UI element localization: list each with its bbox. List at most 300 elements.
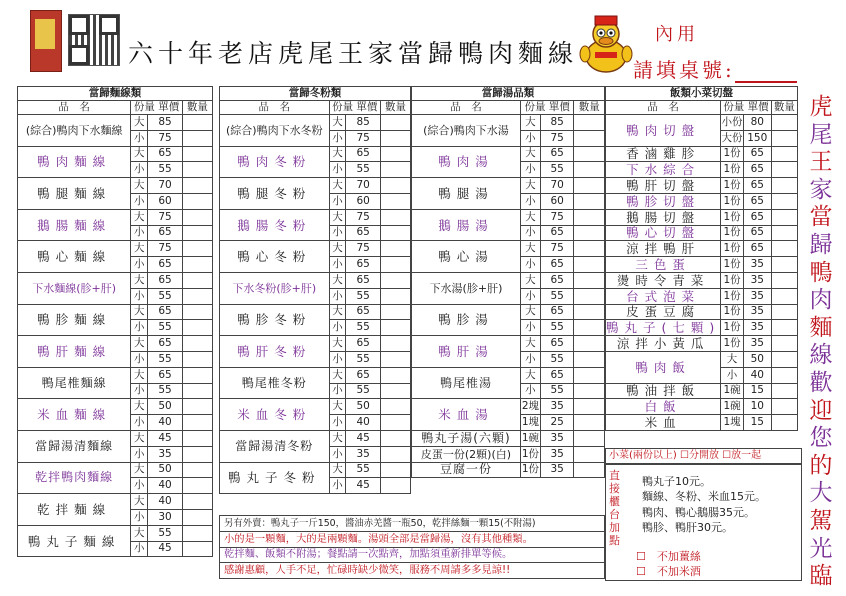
quantity-cell[interactable] (771, 225, 797, 241)
item-price: 40 (148, 415, 183, 431)
quantity-cell[interactable] (182, 304, 212, 320)
table-row (220, 272, 411, 288)
quantity-cell[interactable] (380, 399, 410, 415)
item-size: 大 (329, 399, 346, 415)
item-size: 小 (131, 415, 148, 431)
item-price: 85 (346, 115, 381, 131)
item-size: 大 (329, 146, 346, 162)
quantity-cell[interactable] (574, 462, 605, 478)
quantity-cell[interactable] (380, 320, 410, 336)
quantity-cell[interactable] (182, 257, 212, 273)
item-name: 鵝腸麵線 (18, 209, 131, 241)
item-size: 小 (520, 130, 540, 146)
item-price: 45 (346, 430, 381, 446)
item-size: 大 (520, 272, 540, 288)
item-size: 大 (721, 351, 744, 367)
quantity-cell[interactable] (771, 320, 797, 336)
section-title: 飯類小菜切盤 (606, 87, 798, 101)
quantity-cell[interactable] (182, 209, 212, 225)
item-size: 小 (329, 383, 346, 399)
item-size: 1份 (721, 288, 744, 304)
table-row (606, 304, 798, 320)
addon-item: 鴨肉、鴨心鵝腸35元。 (642, 505, 755, 519)
table-row (220, 178, 411, 194)
quantity-cell[interactable] (182, 430, 212, 446)
table-row (606, 336, 798, 352)
quantity-cell[interactable] (771, 336, 797, 352)
addon-item: 鴨胗、鴨肝30元。 (642, 520, 733, 534)
quantity-cell[interactable] (380, 288, 410, 304)
item-name: 涼拌鴨肝 (606, 241, 721, 257)
item-name: 鴨腿冬粉 (220, 178, 330, 210)
item-size: 1塊 (721, 415, 744, 431)
item-size: 小 (131, 478, 148, 494)
section-title: 當歸湯品類 (412, 87, 605, 101)
quantity-cell[interactable] (182, 162, 212, 178)
item-size: 大 (329, 178, 346, 194)
quantity-cell[interactable] (574, 162, 605, 178)
no-ginger-checkbox[interactable]: ☐ 不加薑絲 (636, 550, 701, 563)
quantity-cell[interactable] (771, 115, 797, 131)
item-size: 小 (520, 383, 540, 399)
table-row (220, 115, 411, 131)
quantity-cell[interactable] (574, 272, 605, 288)
quantity-cell[interactable] (182, 478, 212, 494)
quantity-cell[interactable] (771, 209, 797, 225)
item-name: 下水湯(胗+肝) (412, 272, 521, 304)
item-size: 1碗 (721, 383, 744, 399)
item-price: 55 (540, 162, 574, 178)
item-price: 65 (148, 367, 183, 383)
item-size: 小 (520, 225, 540, 241)
item-name: 鴨肉冬粉 (220, 146, 330, 178)
item-size: 小 (131, 541, 148, 557)
item-name: 當歸湯清麵線 (18, 430, 131, 462)
quantity-cell[interactable] (574, 146, 605, 162)
item-price: 75 (540, 130, 574, 146)
item-price: 35 (743, 272, 771, 288)
item-price: 35 (743, 304, 771, 320)
col-size-price: 份量 單價 (520, 101, 574, 115)
quantity-cell[interactable] (771, 399, 797, 415)
item-size: 大 (131, 525, 148, 541)
quantity-cell[interactable] (771, 193, 797, 209)
item-size: 大 (329, 430, 346, 446)
item-price: 55 (346, 320, 381, 336)
item-name: 鴨丸子冬粉 (220, 462, 330, 494)
quantity-cell[interactable] (182, 446, 212, 462)
item-size: 大份 (721, 130, 744, 146)
item-price: 75 (346, 130, 381, 146)
col-name: 品 名 (220, 101, 330, 115)
quantity-cell[interactable] (574, 320, 605, 336)
quantity-cell[interactable] (380, 304, 410, 320)
banner-char: 歸 (809, 231, 833, 258)
quantity-cell[interactable] (182, 288, 212, 304)
quantity-cell[interactable] (380, 272, 410, 288)
quantity-cell[interactable] (380, 146, 410, 162)
item-price: 55 (148, 320, 183, 336)
table-number-field[interactable] (633, 54, 797, 83)
item-size: 大 (520, 209, 540, 225)
side-banner (806, 94, 836, 591)
quantity-cell[interactable] (380, 241, 410, 257)
table-row (18, 336, 213, 352)
item-price: 40 (148, 494, 183, 510)
quantity-cell[interactable] (182, 115, 212, 131)
item-price: 85 (540, 115, 574, 131)
table-row (220, 367, 411, 383)
item-size: 大 (329, 367, 346, 383)
banner-char: 駕 (809, 507, 833, 534)
item-price: 70 (540, 178, 574, 194)
banner-char: 迎 (809, 397, 833, 424)
item-name: 鴨胗湯 (412, 304, 521, 336)
item-name: 台式泡菜 (606, 288, 721, 304)
quantity-cell[interactable] (380, 209, 410, 225)
item-name: 皮蛋豆腐 (606, 304, 721, 320)
item-size: 小 (329, 193, 346, 209)
item-size: 大 (131, 399, 148, 415)
quantity-cell[interactable] (771, 178, 797, 194)
quantity-cell[interactable] (380, 162, 410, 178)
item-price: 75 (346, 241, 381, 257)
no-rice-wine-checkbox[interactable]: ☐ 不加米酒 (636, 565, 701, 578)
banner-char: 尾 (809, 121, 833, 148)
quantity-cell[interactable] (182, 462, 212, 478)
item-price: 45 (148, 430, 183, 446)
item-name: 鵝腸冬粉 (220, 209, 330, 241)
quantity-cell[interactable] (771, 162, 797, 178)
addon-list (642, 474, 766, 535)
quantity-cell[interactable] (771, 146, 797, 162)
quantity-cell[interactable] (771, 304, 797, 320)
quantity-cell[interactable] (182, 415, 212, 431)
item-name: 鴨肉湯 (412, 146, 521, 178)
item-size: 小 (131, 288, 148, 304)
item-name: 皮蛋一份(2顆)(白) (412, 446, 521, 462)
item-size: 小 (520, 351, 540, 367)
item-name: 鴨心冬粉 (220, 241, 330, 273)
table-row (18, 399, 213, 415)
option-separate-checkbox[interactable]: ☐分開放 (680, 450, 719, 461)
table-row (220, 399, 411, 415)
item-size: 小 (520, 288, 540, 304)
item-price: 55 (148, 162, 183, 178)
quantity-cell[interactable] (771, 130, 797, 146)
quantity-cell[interactable] (380, 336, 410, 352)
item-name: 香滷雞胗 (606, 146, 721, 162)
item-size: 小 (131, 193, 148, 209)
item-price: 65 (148, 257, 183, 273)
quantity-cell[interactable] (182, 225, 212, 241)
item-size: 大 (520, 304, 540, 320)
table-row (18, 272, 213, 288)
extra-sale-note: 另有外賣：鴨丸子一斤150，醬油赤羌醬一瓶50，乾拌絲麵一顆15(不附湯) (220, 516, 605, 532)
quantity-cell[interactable] (380, 257, 410, 273)
item-price: 35 (540, 399, 574, 415)
item-price: 55 (346, 383, 381, 399)
quantity-cell[interactable] (574, 225, 605, 241)
table-row (412, 241, 605, 257)
quantity-cell[interactable] (380, 462, 410, 478)
item-name: 鴨肝湯 (412, 336, 521, 368)
item-name: 鴨丸子(七顆) (606, 320, 721, 336)
table-number-blank[interactable] (735, 63, 797, 83)
item-price: 60 (540, 193, 574, 209)
quantity-cell[interactable] (574, 446, 605, 462)
quantity-cell[interactable] (380, 430, 410, 446)
item-price: 75 (540, 209, 574, 225)
item-price: 35 (743, 320, 771, 336)
quantity-cell[interactable] (182, 525, 212, 541)
quantity-cell[interactable] (574, 430, 605, 446)
sides-menu-table (605, 86, 798, 431)
item-name: 米血湯 (412, 399, 521, 431)
quantity-cell[interactable] (182, 320, 212, 336)
quantity-cell[interactable] (574, 193, 605, 209)
quantity-cell[interactable] (574, 288, 605, 304)
table-row (220, 241, 411, 257)
item-name: 鵝腸湯 (412, 209, 521, 241)
quantity-cell[interactable] (380, 415, 410, 431)
item-price: 35 (540, 446, 574, 462)
banner-char: 家 (809, 176, 833, 203)
item-size: 小份 (721, 115, 744, 131)
banner-char: 鴨 (809, 259, 833, 286)
item-price: 35 (743, 288, 771, 304)
quantity-cell[interactable] (574, 241, 605, 257)
item-size: 小 (329, 478, 346, 494)
item-name: 下水冬粉(胗+肝) (220, 272, 330, 304)
quantity-cell[interactable] (574, 399, 605, 415)
item-size: 1碗 (520, 430, 540, 446)
item-size: 小 (131, 162, 148, 178)
table-row (606, 209, 798, 225)
quantity-cell[interactable] (182, 336, 212, 352)
quantity-cell[interactable] (574, 178, 605, 194)
quantity-cell[interactable] (380, 383, 410, 399)
item-name: 鴨心切盤 (606, 225, 721, 241)
quantity-cell[interactable] (380, 193, 410, 209)
quantity-cell[interactable] (574, 304, 605, 320)
table-row (220, 430, 411, 446)
item-size: 小 (329, 225, 346, 241)
item-price: 55 (148, 351, 183, 367)
item-price: 35 (743, 336, 771, 352)
item-name: 三色蛋 (606, 257, 721, 273)
item-name: 鴨丸子麵線 (18, 525, 131, 557)
quantity-cell[interactable] (574, 415, 605, 431)
item-size: 大 (329, 304, 346, 320)
item-name: 米血麵線 (18, 399, 131, 431)
item-name: 下水麵線(胗+肝) (18, 272, 131, 304)
item-price: 75 (540, 241, 574, 257)
item-size: 大 (131, 430, 148, 446)
item-price: 65 (346, 272, 381, 288)
item-price: 40 (148, 478, 183, 494)
quantity-cell[interactable] (182, 178, 212, 194)
note-line-3: 感謝惠顧，人手不足，忙碌時缺少微笑，服務不周請多多見諒!! (220, 563, 605, 579)
item-name: 鴨肝麵線 (18, 336, 131, 368)
banner-char: 虎 (809, 94, 833, 120)
quantity-cell[interactable] (771, 257, 797, 273)
item-price: 55 (346, 162, 381, 178)
quantity-cell[interactable] (182, 367, 212, 383)
table-row (606, 288, 798, 304)
item-size: 1份 (721, 178, 744, 194)
quantity-cell[interactable] (574, 351, 605, 367)
quantity-cell[interactable] (380, 130, 410, 146)
quantity-cell[interactable] (771, 241, 797, 257)
item-price: 60 (346, 193, 381, 209)
quantity-cell[interactable] (771, 367, 797, 383)
item-name: 鵝腸切盤 (606, 209, 721, 225)
quantity-cell[interactable] (182, 399, 212, 415)
col-qty: 數量 (771, 101, 797, 115)
quantity-cell[interactable] (380, 367, 410, 383)
item-price: 55 (540, 383, 574, 399)
quantity-cell[interactable] (380, 446, 410, 462)
quantity-cell[interactable] (771, 415, 797, 431)
quantity-cell[interactable] (574, 383, 605, 399)
quantity-cell[interactable] (182, 509, 212, 525)
table-row (18, 209, 213, 225)
item-size: 大 (329, 241, 346, 257)
item-price: 65 (540, 146, 574, 162)
item-name: 白飯 (606, 399, 721, 415)
quantity-cell[interactable] (771, 383, 797, 399)
item-size: 大 (131, 462, 148, 478)
item-size: 大 (329, 115, 346, 131)
quantity-cell[interactable] (574, 130, 605, 146)
item-price: 45 (346, 478, 381, 494)
quantity-cell[interactable] (380, 351, 410, 367)
item-name: 鴨油拌飯 (606, 383, 721, 399)
quantity-cell[interactable] (182, 272, 212, 288)
item-name: 乾拌鴨肉麵線 (18, 462, 131, 494)
item-size: 小 (329, 288, 346, 304)
side-options-label: 小菜(兩份以上) (609, 450, 677, 461)
quantity-cell[interactable] (380, 225, 410, 241)
item-price: 50 (346, 399, 381, 415)
quantity-cell[interactable] (182, 351, 212, 367)
item-size: 大 (131, 115, 148, 131)
item-price: 55 (148, 288, 183, 304)
quantity-cell[interactable] (380, 115, 410, 131)
quantity-cell[interactable] (380, 178, 410, 194)
item-name: 鴨尾椎冬粉 (220, 367, 330, 399)
item-size: 大 (131, 336, 148, 352)
quantity-cell[interactable] (182, 241, 212, 257)
item-name: (綜合)鴨肉下水麵線 (18, 115, 131, 147)
item-price: 35 (540, 462, 574, 478)
item-price: 55 (540, 288, 574, 304)
quantity-cell[interactable] (771, 272, 797, 288)
col-size-price: 份量 單價 (329, 101, 380, 115)
col-name: 品 名 (18, 101, 131, 115)
table-row (18, 525, 213, 541)
table-row (18, 115, 213, 131)
item-size: 2塊 (520, 399, 540, 415)
item-price: 75 (148, 130, 183, 146)
table-row (412, 304, 605, 320)
item-size: 小 (520, 162, 540, 178)
quantity-cell[interactable] (574, 115, 605, 131)
table-row (412, 272, 605, 288)
quantity-cell[interactable] (182, 146, 212, 162)
table-row (412, 430, 605, 446)
table-row (18, 462, 213, 478)
table-row (412, 462, 605, 478)
item-size: 大 (131, 304, 148, 320)
col-size-price: 份量 單價 (721, 101, 771, 115)
quantity-cell[interactable] (574, 367, 605, 383)
quantity-cell[interactable] (182, 494, 212, 510)
item-price: 70 (148, 178, 183, 194)
item-size: 1碗 (721, 399, 744, 415)
item-price: 65 (148, 146, 183, 162)
quantity-cell[interactable] (574, 336, 605, 352)
quantity-cell[interactable] (771, 351, 797, 367)
table-row (18, 430, 213, 446)
quantity-cell[interactable] (182, 541, 212, 557)
table-row (412, 146, 605, 162)
quantity-cell[interactable] (182, 130, 212, 146)
quantity-cell[interactable] (380, 478, 410, 494)
item-size: 1塊 (520, 415, 540, 431)
item-size: 1份 (721, 320, 744, 336)
col-qty: 數量 (182, 101, 212, 115)
quantity-cell[interactable] (771, 288, 797, 304)
item-price: 65 (743, 225, 771, 241)
item-size: 大 (520, 241, 540, 257)
banner-char: 光 (809, 535, 833, 562)
item-size: 小 (329, 162, 346, 178)
table-row (606, 162, 798, 178)
item-price: 55 (540, 351, 574, 367)
item-price: 65 (540, 257, 574, 273)
item-size: 小 (520, 320, 540, 336)
item-size: 大 (520, 146, 540, 162)
item-size: 大 (329, 272, 346, 288)
item-size: 1份 (721, 146, 744, 162)
item-name: 燙時令青菜 (606, 272, 721, 288)
item-size: 大 (520, 115, 540, 131)
quantity-cell[interactable] (574, 257, 605, 273)
note-line-1: 小的是一顆麵，大的是兩顆麵。湯頭全部是當歸湯，沒有其他種類。 (220, 531, 605, 547)
noodle-menu-table (17, 86, 213, 557)
option-together-checkbox[interactable]: ☐放一起 (722, 450, 762, 461)
table-row (220, 209, 411, 225)
quantity-cell[interactable] (182, 383, 212, 399)
item-size: 大 (520, 367, 540, 383)
addon-item: 鴨丸子10元。 (642, 475, 711, 488)
item-size: 大 (131, 178, 148, 194)
item-name: 涼拌小黃瓜 (606, 336, 721, 352)
banner-char: 歡 (809, 369, 833, 396)
quantity-cell[interactable] (574, 209, 605, 225)
item-size: 1份 (721, 225, 744, 241)
item-size: 1份 (721, 257, 744, 273)
quantity-cell[interactable] (182, 193, 212, 209)
item-price: 65 (346, 146, 381, 162)
col-name: 品 名 (606, 101, 721, 115)
item-size: 大 (520, 336, 540, 352)
item-price: 65 (743, 241, 771, 257)
section-title: 當歸麵線類 (18, 87, 213, 101)
item-name: 下水綜合 (606, 162, 721, 178)
